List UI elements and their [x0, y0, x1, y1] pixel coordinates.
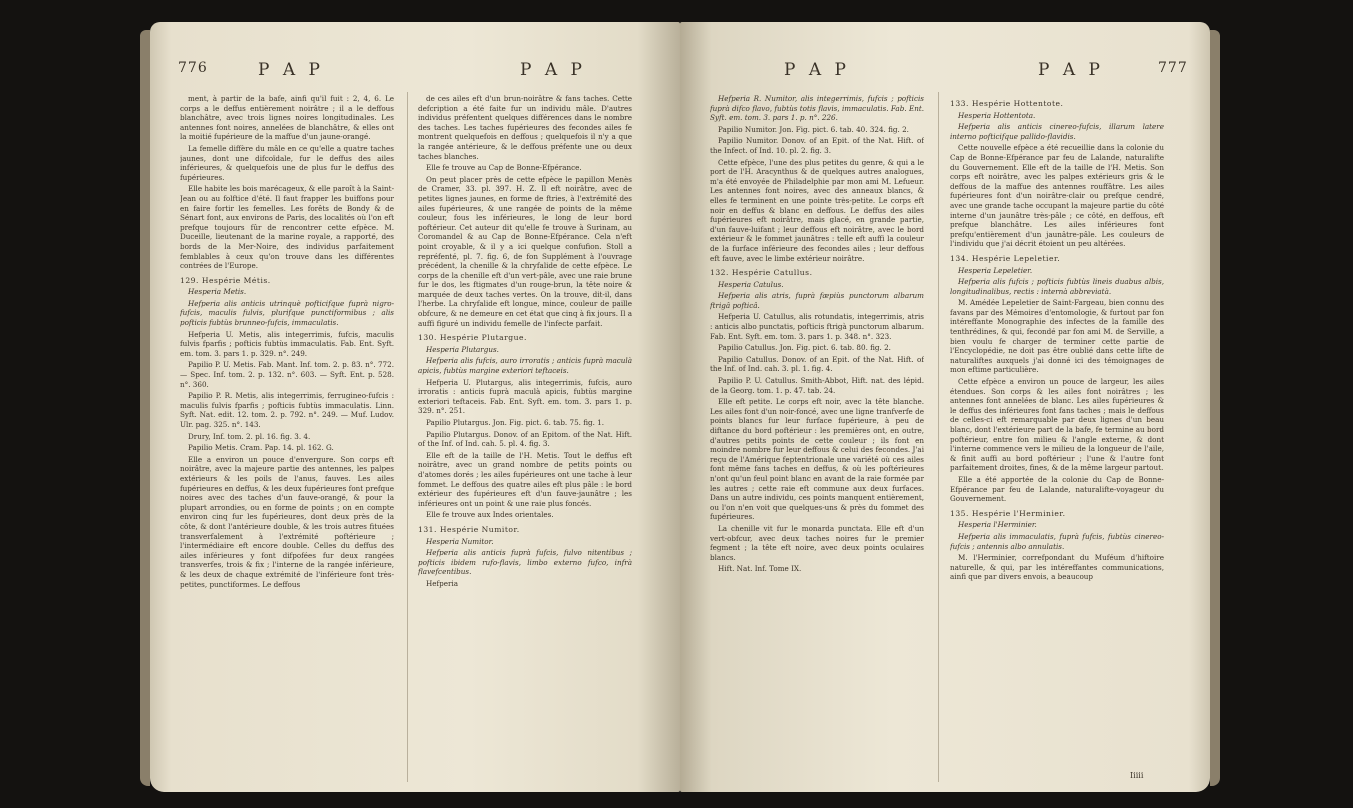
paragraph: M. Amédée Lepeletier de Saint-Fargeau, bien connu des favans par des Mémoires d'entomologie, & furtout par fon intéreffante Monographie des infectes de la famille des tenthrédines, & qui, fecondé par fon ami M. de Serville, a bien voulu fe charger de terminer cette partie de l'Encyclopédie, ne doit pas être oublié dans cette lifte de naturaliftes auxquels j'ai donné ici des témoignages de mon eftime particulière. [950, 298, 1164, 375]
paragraph: ment, à partir de la bafe, ainfi qu'il fuit : 2, 4, 6. Le corps a le deffus entièrement noirâtre ; il a le deffous blanchâtre, avec trois lignes noires longitudinales. Les antennes font noires, annelées de blanchâtre, & elles ont la moitié fupérieure de la maffue d'un jaune-orangé. [180, 94, 394, 142]
paragraph: Papilio Plutargus. Donov. of an Epitom. of the Nat. Hift. of the Inf. of Ind. cah. 5. pl. 4. fig. 3. [418, 429, 632, 449]
species-diagnosis: Hesperia Plutargus. [426, 344, 499, 354]
species-diagnosis: Hesperia Hottentota. [958, 110, 1036, 120]
species-diagnosis: Hesperia Catulus. [718, 279, 784, 289]
paragraph: Elle eft petite. Le corps eft noir, avec la tête blanche. Les ailes font d'un noir-foncé, avec une ligne tranfverfe de points blancs fur leur furface fupérieure, à peu de diftance du bord poftérieur : les premières ont, en outre, d'autres petits points de cette couleur ; ils font en moindre nombre fur leur deffous & celui des fecondes. J'ai reçu de l'Amérique feptentrionale une variété où ces ailes font même fans taches en deffus, & où les poftérieures n'ont qu'un feul point blanc en avant de la raie formée par les autres ; cette raie eft commune aux deux furfaces. Dans un autre individu, ces points manquent entièrement, ou l'on n'en voit que quelques-uns & près du fommet des fupérieures. [710, 397, 924, 522]
paragraph: Papilio P. U. Metis. Fab. Mant. Inf. tom. 2. p. 83. n°. 772. — Spec. Inf. tom. 2. p. 132. n°. 603. — Syft. Ent. p. 528. n°. 360. [180, 360, 394, 389]
species-diagnosis: Hesperia Metis. [188, 287, 247, 297]
book-edge-right [1210, 30, 1220, 786]
species-diagnosis: Hefperia alis anticis utrinquè pofticifque fuprà nigro-fufcis, maculis fulvis, plurifque punctiformibus ; alis pofticis fubtùs brunneo-fufcis, immaculatis. [180, 298, 394, 328]
signature-mark: Iiiii [1130, 771, 1144, 780]
open-book [150, 8, 1210, 803]
section-heading: 130. Hespérie Plutargue. [418, 333, 527, 343]
paragraph: Papilio Numitor. Donov. of an Epit. of the Nat. Hift. of the Infect. of Ind. 10. pl. 2. fig. 3. [710, 136, 924, 155]
paragraph: On peut placer près de cette efpèce le papillon Menès de Cramer, 33. pl. 397. H. Z. Il eft noirâtre, avec de petites lignes jaunes, en forme de ftries, à l'extrémité des ailes fupérieures, & une rangée de points de la même couleur, fous les inférieures, le long de leur bord poftérieur. Cet auteur dit qu'elle fe trouve à Surinam, au Coromandel & au Cap de Bonne-Efpérance. Cela n'eft point croyable, & il y a ici quelque confufion. Stoll a repréfenté, pl. 7. fig. 6, de fon Supplément à l'ouvrage précédent, la chenille & la chryfalide de cette efpèce. Le corps de la chenille eft d'un vert-pâle, avec une raie brune fur le dos, les ftigmates d'un rouge-brun, la tête noire & marquée de deux taches vertes. On la trouve, dit-il, dans l'herbe. La chryfalide eft longue, mince, couleur de paille obfcure, & ne demeure en cet état que cinq à fix jours. Il a auffi figuré un individu femelle de l'infecte parfait. [418, 174, 632, 328]
paragraph: Papilio P. R. Metis, alis integerrimis, ferrugineo-fufcis : maculis fulvis fparfis ; pofticis fubtùs immaculatis. Linn. Syft. Nat. edit. 12. tom. 2. p. 792. n°. 249. — Muf. Ludov. Ulr. pag. 325. n°. 143. [180, 391, 394, 429]
paragraph: Cette nouvelle efpèce a été recueillie dans la colonie du Cap de Bonne-Efpérance par feu de Lalande, naturalifte du Gouvernement. Elle eft de la taille de l'H. Metis. Son corps eft noirâtre, avec les palpes extérieurs gris & le deffous de la maffue des antennes rouffâtre. Les ailes fupérieures font d'un noirâtre-clair ou prefque cendré, avec une grande tache occupant la majeure partie du côté interne d'un jaunâtre très-pâle ; ce côté, en deffous, eft prefque blanchâtre. Les ailes inférieures font prefqu'entièrement d'un jaunâtre-pâle. Les couleurs de l'individu que j'ai décrit étoient un peu altérées. [950, 143, 1164, 249]
section-heading: 131. Hespérie Numitor. [418, 524, 520, 534]
left-page [150, 22, 680, 792]
species-diagnosis: Hefperia alis anticis cinereo-fufcis, illarum latere interno pofticifque pallido-flavidis. [950, 122, 1164, 141]
species-diagnosis: Hefperia alis fufcis, auro irroratis ; anticis fuprà maculà apicis, fubtùs margine exteriori teftaceis. [418, 356, 632, 376]
paragraph: Elle fe trouve aux Indes orientales. [426, 510, 554, 520]
section-heading: 129. Hespérie Métis. [180, 275, 271, 285]
paragraph: Elle habite les bois marécageux, & elle paroît à la Saint-Jean ou au folftice d'été. Il faut frapper les buiffons pour en faire fortir les femelles. Les forêts de Bondy & de Sénart font, aux environs de Paris, des localités où l'on eft prefque toujours fûr de rencontrer cette efpèce. M. Duceille, lieutenant de la marine royale, a rapporté, des bords de la Mer-Noire, des individus parfaitement femblables à ceux qu'on trouve dans les différentes contrées de l'Europe. [180, 184, 394, 271]
section-heading: 132. Hespérie Catullus. [710, 268, 813, 278]
section-heading: 135. Hespérie l'Herminier. [950, 508, 1066, 518]
species-diagnosis: Hefperia alis anticis fuprà fufcis, fulvo nitentibus ; pofticis ibidem rufo-flavis, limbo externo fufco, infrà flavefcentibus. [418, 548, 632, 577]
text-column-2 [950, 94, 1164, 774]
right-page-header [680, 60, 1210, 86]
paragraph: Papilio Catullus. Donov. of an Epit. of the Nat. Hift. of the Inf. of Ind. cah. 3. pl. 1. fig. 4. [710, 354, 924, 374]
paragraph: Elle eft de la taille de l'H. Metis. Tout le deffus eft noirâtre, avec un grand nombre de petits points ou d'atomes dorés ; les ailes fupérieures ont une tache à leur fommet. Le deffous des quatre ailes eft plus pâle : le bord extérieur des fupérieures eft d'un fauve-jaunâtre ; les inférieures ont un point & une raie plus foncés. [418, 450, 632, 508]
paragraph: Hefperia U. Catullus, alis rotundatis, integerrimis, atris : anticis albo punctatis, pofticis ftrigà punctorum albarum. Fab. Ent. Syft. em. tom. 3. pars 1. p. 348. n°. 323. [710, 312, 924, 341]
paragraph: Hefperia U. Metis, alis integerrimis, fufcis, maculis fulvis fparfis ; pofticis fubtùs immaculatis. Fab. Ent. Syft. em. tom. 3. pars 1. p. 329. n°. 249. [180, 329, 394, 358]
species-diagnosis: Hefperia alis atris, fuprà fæpiùs punctorum albarum ftrigâ pofticâ. [710, 291, 924, 310]
left-page-header [150, 60, 680, 86]
running-head: P A P [520, 60, 586, 80]
text-column-1 [180, 94, 394, 774]
paragraph: Papilio Metis. Cram. Pap. 14. pl. 162. G. [188, 443, 334, 453]
paragraph: La chenille vit fur le monarda punctata. Elle eft d'un vert-obfcur, avec deux taches noires fur le premier fegment ; la tête eft noire, avec deux points oculaires blancs. [710, 523, 924, 562]
paragraph: Hefperia U. Plutargus, alis integerrimis, fufcis, auro irroratis : anticis fuprà maculà apicis, fubtùs margine exteriori teftaceis. Fab. Ent. Syft. em. tom. 3. pars 1. p. 329. n°. 251. [418, 377, 632, 416]
species-diagnosis: Hefperia alis immaculatis, fuprà fufcis, fubtùs cinereo-fufcis ; antennis albo annulatis. [950, 531, 1164, 551]
column-rule [938, 92, 939, 782]
paragraph: Papilio Numitor. Jon. Fig. pict. 6. tab. 40. 324. fig. 2. [718, 124, 909, 134]
column-rule [407, 92, 408, 782]
page-number: 777 [1158, 60, 1188, 76]
paragraph: La femelle diffère du mâle en ce qu'elle a quatre taches jaunes, dont une difcoïdale, fur le deffus des ailes inférieures, & quelquefois une de plus fur le deffus des fupérieures. [180, 143, 394, 182]
paragraph: Cette efpèce a environ un pouce de largeur, les ailes étendues. Son corps & les ailes font noirâtres ; les antennes font annelées de blanc. Les ailes fupérieures & le deffus des inférieures font fans taches ; mais le deffous de celles-ci eft remarquable par deux lignes d'un beau blanc, dont l'extérieure part de la bafe, fe termine au bord poftérieur, entre fon milieu & l'angle externe, & dont l'interne commence vers le milieu de la longueur de l'aile, & finit auffi au bord poftérieur ; l'une & l'autre font parfaitement droites, fines, & de la même largeur partout. [950, 377, 1164, 473]
text-column-2 [418, 94, 632, 774]
book-edge-left [140, 30, 150, 786]
section-heading: 134. Hespérie Lepeletier. [950, 253, 1061, 263]
paragraph: Cette efpèce, l'une des plus petites du genre, & qui a le port de l'H. Aracynthus & de quelques autres analogues, m'a été envoyée de Philadelphie par mon ami M. Lefueur. Les antennes font noires, avec des anneaux blancs, & elles fe terminent en une pointe très-petite. Le corps eft noir en deffus & blanc en deffous. Le deffus des ailes fupérieures eft noirâtre, mais glacé, en grande partie, d'un fauve-luifant ; leur deffous eft noirâtre, avec le bord extérieur & le fommet jaunâtres : telle eft auffi la couleur de la furface inférieure des fecondes ailes ; leur deffous eft fauve, avec le limbe extérieur noirâtre. [710, 157, 924, 263]
paragraph: Hefperia [426, 578, 459, 588]
species-diagnosis: Hefperia alis fufcis ; pofticis fubtùs lineis duabus albis, longitudinalibus, rectis : internà abbreviatà. [950, 277, 1164, 296]
paragraph: Papilio Plutargus. Jon. Fig. pict. 6. tab. 75. fig. 1. [426, 418, 605, 427]
paragraph: Papilio P. U. Catullus. Smith-Abbot, Hift. nat. des lépid. de la Georg. tom. 1. p. 47. tab. 24. [710, 376, 924, 395]
running-head: P A P [258, 60, 324, 80]
paragraph: Elle a environ un pouce d'envergure. Son corps eft noirâtre, avec la majeure partie des antennes, les palpes extérieurs & les poils de l'anus, fauves. Les ailes fupérieures en deffus, & les deux fupérieures font prefque noires avec des taches d'un fauve-orangé, & pour la plupart arrondies, ou en forme de points ; on en compte environ cinq fur les fupérieures, dont deux près de la côte, & dont l'antérieure double, & les trois autres fituées transverfalement à l'extrémité poftérieure ; l'intermédiaire eft encore double. Celles du deffus des ailes inférieures y font difpofées fur deux rangées transverfes, trois & fix ; l'interne de la rangée inférieure, & les deux de chaque extrémité de l'inférieure font très-petites, punctiformes. Le deffous [180, 454, 394, 589]
text-column-1 [710, 94, 924, 774]
species-diagnosis: Hesperia Numitor. [426, 536, 494, 546]
species-diagnosis: Hefperia R. Numitor, alis integerrimis, fufcis ; pofticis fuprà difco flavo, fubtùs totis flavis, immaculatis. Fab. Ent. Syft. em. tom. 3. pars 1. p. n°. 226. [710, 94, 924, 123]
paragraph: Hift. Nat. Inf. Tome IX. [718, 564, 802, 574]
paragraph: M. l'Herminier, correfpondant du Muféum d'hiftoire naturelle, & qui, par les intéreffantes communications, ainfi que par divers envois, a beaucoup [950, 553, 1164, 582]
running-head: P A P [1038, 60, 1104, 80]
right-page [680, 22, 1210, 792]
page-number: 776 [178, 60, 208, 76]
paragraph: de ces ailes eft d'un brun-noirâtre & fans taches. Cette defcription a été faite fur un individu mâle. D'autres individus préfentent quelques différences dans le nombre des taches. Les taches fupérieures des fecondes ailes fe montrent quelquefois en deffous ; quelquefois il n'y a que la rangée antérieure, & le deffous préfente une ou deux taches blanches. [418, 94, 632, 161]
species-diagnosis: Hesperia l'Herminier. [958, 520, 1037, 530]
paragraph: Elle a été apportée de la colonie du Cap de Bonne-Efpérance par feu de Lalande, naturalifte-voyageur du Gouvernement. [950, 474, 1164, 504]
section-heading: 133. Hespérie Hottentote. [950, 99, 1064, 108]
species-diagnosis: Hesperia Lepeletier. [958, 265, 1033, 275]
paragraph: Elle fe trouve au Cap de Bonne-Efpérance. [426, 163, 582, 173]
paragraph: Papilio Catullus. Jon. Fig. pict. 6. tab. 80. fig. 2. [718, 343, 891, 353]
paragraph: Drury, Inf. tom. 2. pl. 16. fig. 3. 4. [188, 431, 311, 441]
running-head: P A P [784, 60, 850, 80]
